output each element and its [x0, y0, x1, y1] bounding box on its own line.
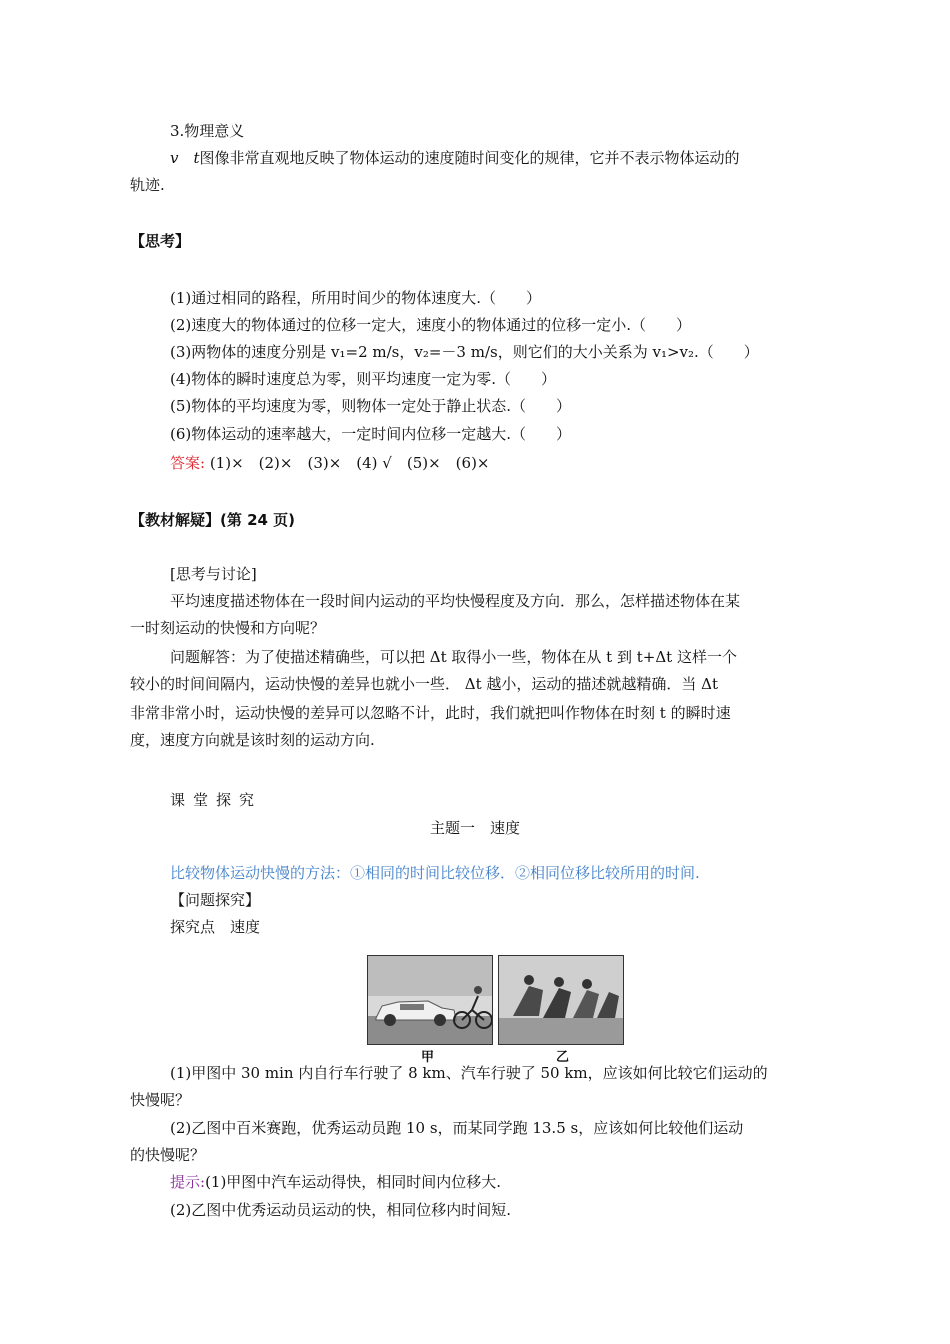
- think-heading: 【思考】: [130, 232, 191, 250]
- textbook-heading: 【教材解疑】(第 24 页): [130, 511, 296, 529]
- paragraph-line: 平均速度描述物体在一段时间内运动的平均快慢程度及方向．那么，怎样描述物体在某: [170, 592, 741, 610]
- answer-line: [170, 450, 820, 477]
- section-title: 3.物理意义: [170, 122, 245, 140]
- question-line: (1)甲图中 30 min 内自行车行驶了 8 km、汽车行驶了 50 km，应该如何比较它们运动的: [170, 1064, 768, 1082]
- sprinters-illustration: [499, 956, 623, 1044]
- question-item: (5)物体的平均速度为零，则物体一定处于静止状态.（ ）: [170, 397, 572, 415]
- hint-line: [170, 1169, 820, 1196]
- problem-heading: 【问题探究】: [170, 891, 261, 909]
- topic-title: 主题一 速度: [429, 819, 520, 837]
- classroom-label: 课堂探究: [170, 791, 263, 809]
- caption-yi: 乙: [556, 1050, 570, 1065]
- discussion-subheading: [思考与讨论]: [170, 565, 257, 583]
- hint-line: (2)乙图中优秀运动员运动的快，相同位移内时间短.: [170, 1201, 512, 1219]
- question-item: (2)速度大的物体通过的位移一定大，速度小的物体通过的位移一定小.（ ）: [170, 316, 692, 334]
- hint-label: 提示:: [170, 1173, 206, 1191]
- hint-text: (1)甲图中汽车运动得快，相同时间内位移大.: [205, 1173, 502, 1191]
- paragraph-line: 轨迹.: [130, 176, 165, 194]
- paragraph-line: [170, 145, 820, 172]
- answer-label: 答案:: [170, 454, 206, 472]
- question-line: 的快慢呢？: [130, 1146, 206, 1164]
- paragraph-line: 问题解答：为了使描述精确些，可以把 Δt 取得小一些，物体在从 t 到 t+Δt 这样一个: [170, 648, 737, 666]
- question-item: (6)物体运动的速率越大，一定时间内位移一定越大.（ ）: [170, 425, 572, 443]
- paragraph-text: 图像非常直观地反映了物体运动的速度随时间变化的规律，它并不表示物体运动的: [199, 149, 740, 167]
- answer-text: (1)× (2)× (3)× (4) √ (5)× (6)×: [205, 454, 490, 472]
- question-line: (2)乙图中百米赛跑，优秀运动员跑 10 s，而某同学跑 13.5 s，应该如何比较他们运动: [170, 1119, 744, 1137]
- question-item: (3)两物体的速度分别是 v₁=2 m/s，v₂=－3 m/s，则它们的大小关系为 v₁>v₂.（ ）: [170, 343, 759, 361]
- paragraph-line: 一时刻运动的快慢和方向呢？: [130, 619, 326, 637]
- vt-symbol: v t: [170, 149, 200, 167]
- question-item: (4)物体的瞬时速度总为零，则平均速度一定为零.（ ）: [170, 370, 557, 388]
- question-line: 快慢呢？: [130, 1091, 191, 1109]
- car-bicycle-illustration: [368, 956, 492, 1044]
- method-tip: 比较物体运动快慢的方法：①相同的时间比较位移．②相同位移比较所用的时间.: [170, 864, 700, 882]
- paragraph-line: 较小的时间间隔内，运动快慢的差异也就小一些． Δt 越小，运动的描述就越精确．当 Δt: [130, 675, 719, 693]
- explore-point: 探究点 速度: [170, 918, 261, 936]
- question-item: (1)通过相同的路程，所用时间少的物体速度大.（ ）: [170, 289, 542, 307]
- paragraph-line: 非常非常小时，运动快慢的差异可以忽略不计，此时，我们就把叫作物体在时刻 t 的瞬时速: [130, 704, 731, 722]
- paragraph-line: 度，速度方向就是该时刻的运动方向.: [130, 731, 375, 749]
- caption-jia: 甲: [421, 1050, 435, 1065]
- sprinters-photo: [498, 955, 624, 1045]
- car-bicycle-photo: [367, 955, 493, 1045]
